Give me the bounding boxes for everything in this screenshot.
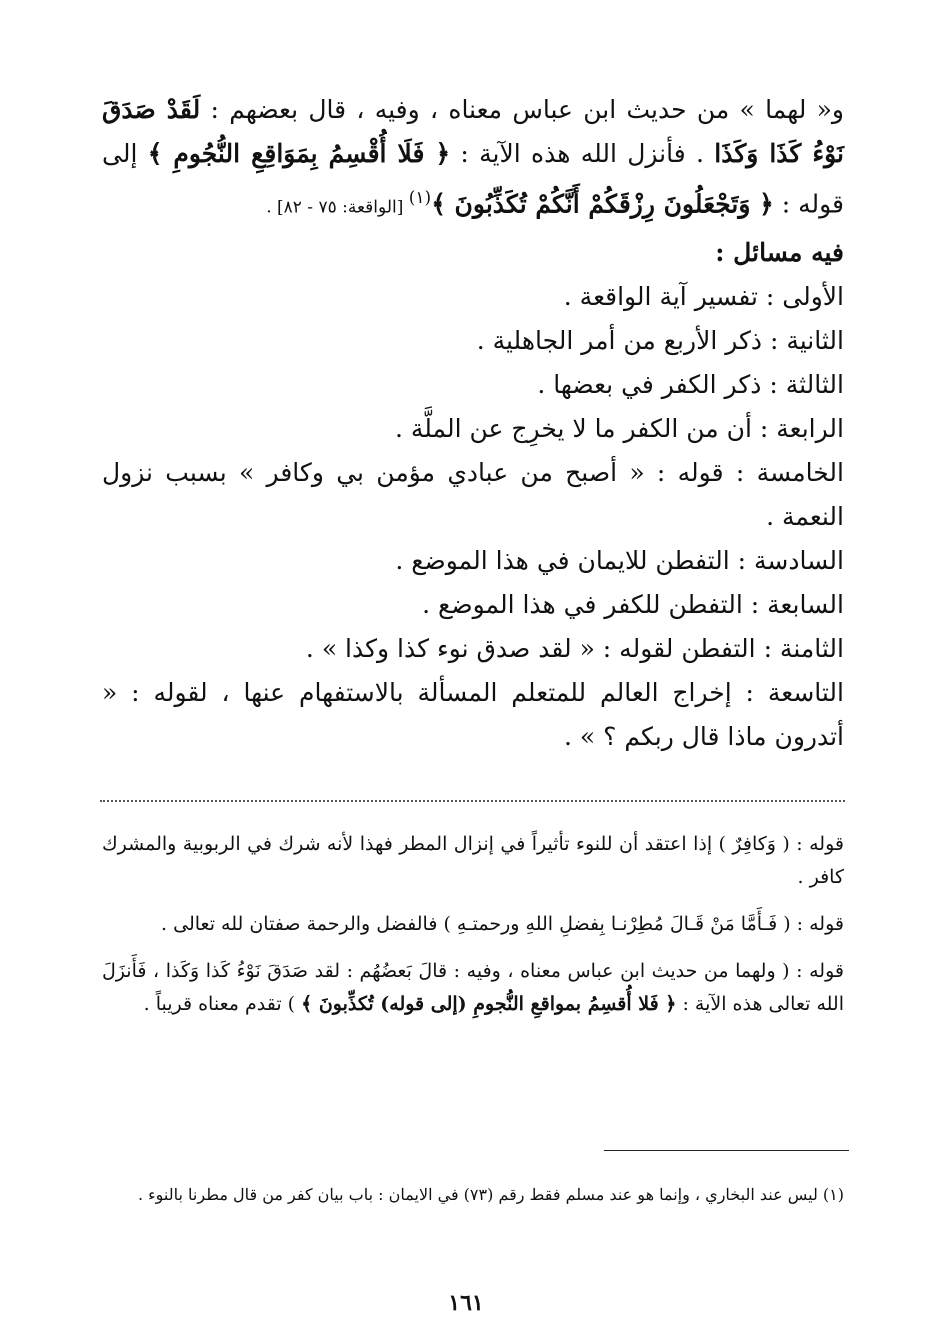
hadith-text-b: . فأنزل الله هذه الآية : — [450, 139, 715, 168]
footnote-marker: (١) — [408, 188, 432, 208]
issue-item-8: الثامنة : التفطن لقوله : « لقد صدق نوء كذا وكذا » . — [305, 634, 844, 664]
comment-3-text-b: ) تقدم معناه قريباً . — [143, 993, 302, 1015]
comment-3 — [102, 955, 844, 1021]
comment-2: قوله : ( فَـأَمَّا مَنْ قَـالَ مُطِرْنـا بِفضلِ اللهِ ورحمتـهِ ) فالفضل والرحمة صفتان لله تعالى . — [161, 913, 844, 935]
section-divider — [100, 800, 845, 802]
issue-item-6: السادسة : التفطن للايمان في هذا الموضع . — [395, 546, 844, 576]
comment-1: قوله : ( وَكافِرٌ ) إذا اعتقد أن للنوء تأثيراً في إنزال المطر فهذا لأنه شرك في الربوبية والمشرك كافر . — [102, 833, 844, 888]
comment-3-verse: ﴿ فَلا أُقسِمُ بمواقعِ النُّجومِ (إلى قوله) تُكذِّبونَ ﴾ — [301, 993, 677, 1015]
issue-item-5: الخامسة : قوله : « أصبح من عبادي مؤمن بي وكافر » بسبب نزول النعمة . — [102, 458, 844, 532]
verse-quote-1: ﴿ فَلَا أُقْسِمُ بِمَوَاقِعِ النُّجُومِ ﴾ — [147, 139, 451, 168]
issue-item-4: الرابعة : أن من الكفر ما لا يخرِج عن الملَّة . — [394, 414, 844, 444]
main-text — [102, 88, 844, 759]
comment-3-text-a: قوله : ( ولهما من حديث ابن عباس معناه ، وفيه : قالَ بَعضُهُم : لقد صَدَقَ نَوْءُ كَذا وَكَذا ، فَأَنزَلَ الله تعالى هذه الآية : — [102, 960, 844, 1015]
footnote-rule — [604, 1150, 849, 1151]
hadith-paragraph — [102, 88, 844, 229]
issue-item-7: السابعة : التفطن للكفر في هذا الموضع . — [422, 590, 844, 620]
surah-reference: [الواقعة: ٧٥ - ٨٢] . — [266, 197, 409, 218]
issues-heading: فيه مسائل : — [715, 238, 844, 268]
page-number: ١٦١ — [448, 1290, 484, 1316]
issue-item-9: التاسعة : إخراج العالم للمتعلم المسألة بالاستفهام عنها ، لقوله : « أتدرون ماذا قال ربكم ؟ » . — [102, 678, 844, 752]
footnote: (١) ليس عند البخاري ، وإنما هو عند مسلم فقط رقم (٧٣) في الايمان : باب بيان كفر من قال مطرنا بالنوء . — [137, 1185, 844, 1204]
issues-list — [102, 275, 844, 759]
issue-item-1: الأولى : تفسير آية الواقعة . — [563, 282, 844, 312]
issue-item-2: الثانية : ذكر الأربع من أمر الجاهلية . — [476, 326, 844, 356]
hadith-text-a: و« لهما » من حديث ابن عباس معناه ، وفيه ، قال بعضهم : — [200, 95, 844, 124]
commentary-section — [102, 828, 844, 1035]
verse-quote-2: ﴿ وَتَجْعَلُونَ رِزْقَكُمْ أَنَّكُمْ تُكَذِّبُونَ ﴾ — [431, 189, 774, 219]
issue-item-3: الثالثة : ذكر الكفر في بعضها . — [537, 370, 844, 400]
quote-nau: لَقَدْ صَدَقَ نَوْءُ كَذَا وَكَذَا — [102, 95, 844, 168]
hadith-text-c: إلى قوله : — [102, 139, 844, 219]
